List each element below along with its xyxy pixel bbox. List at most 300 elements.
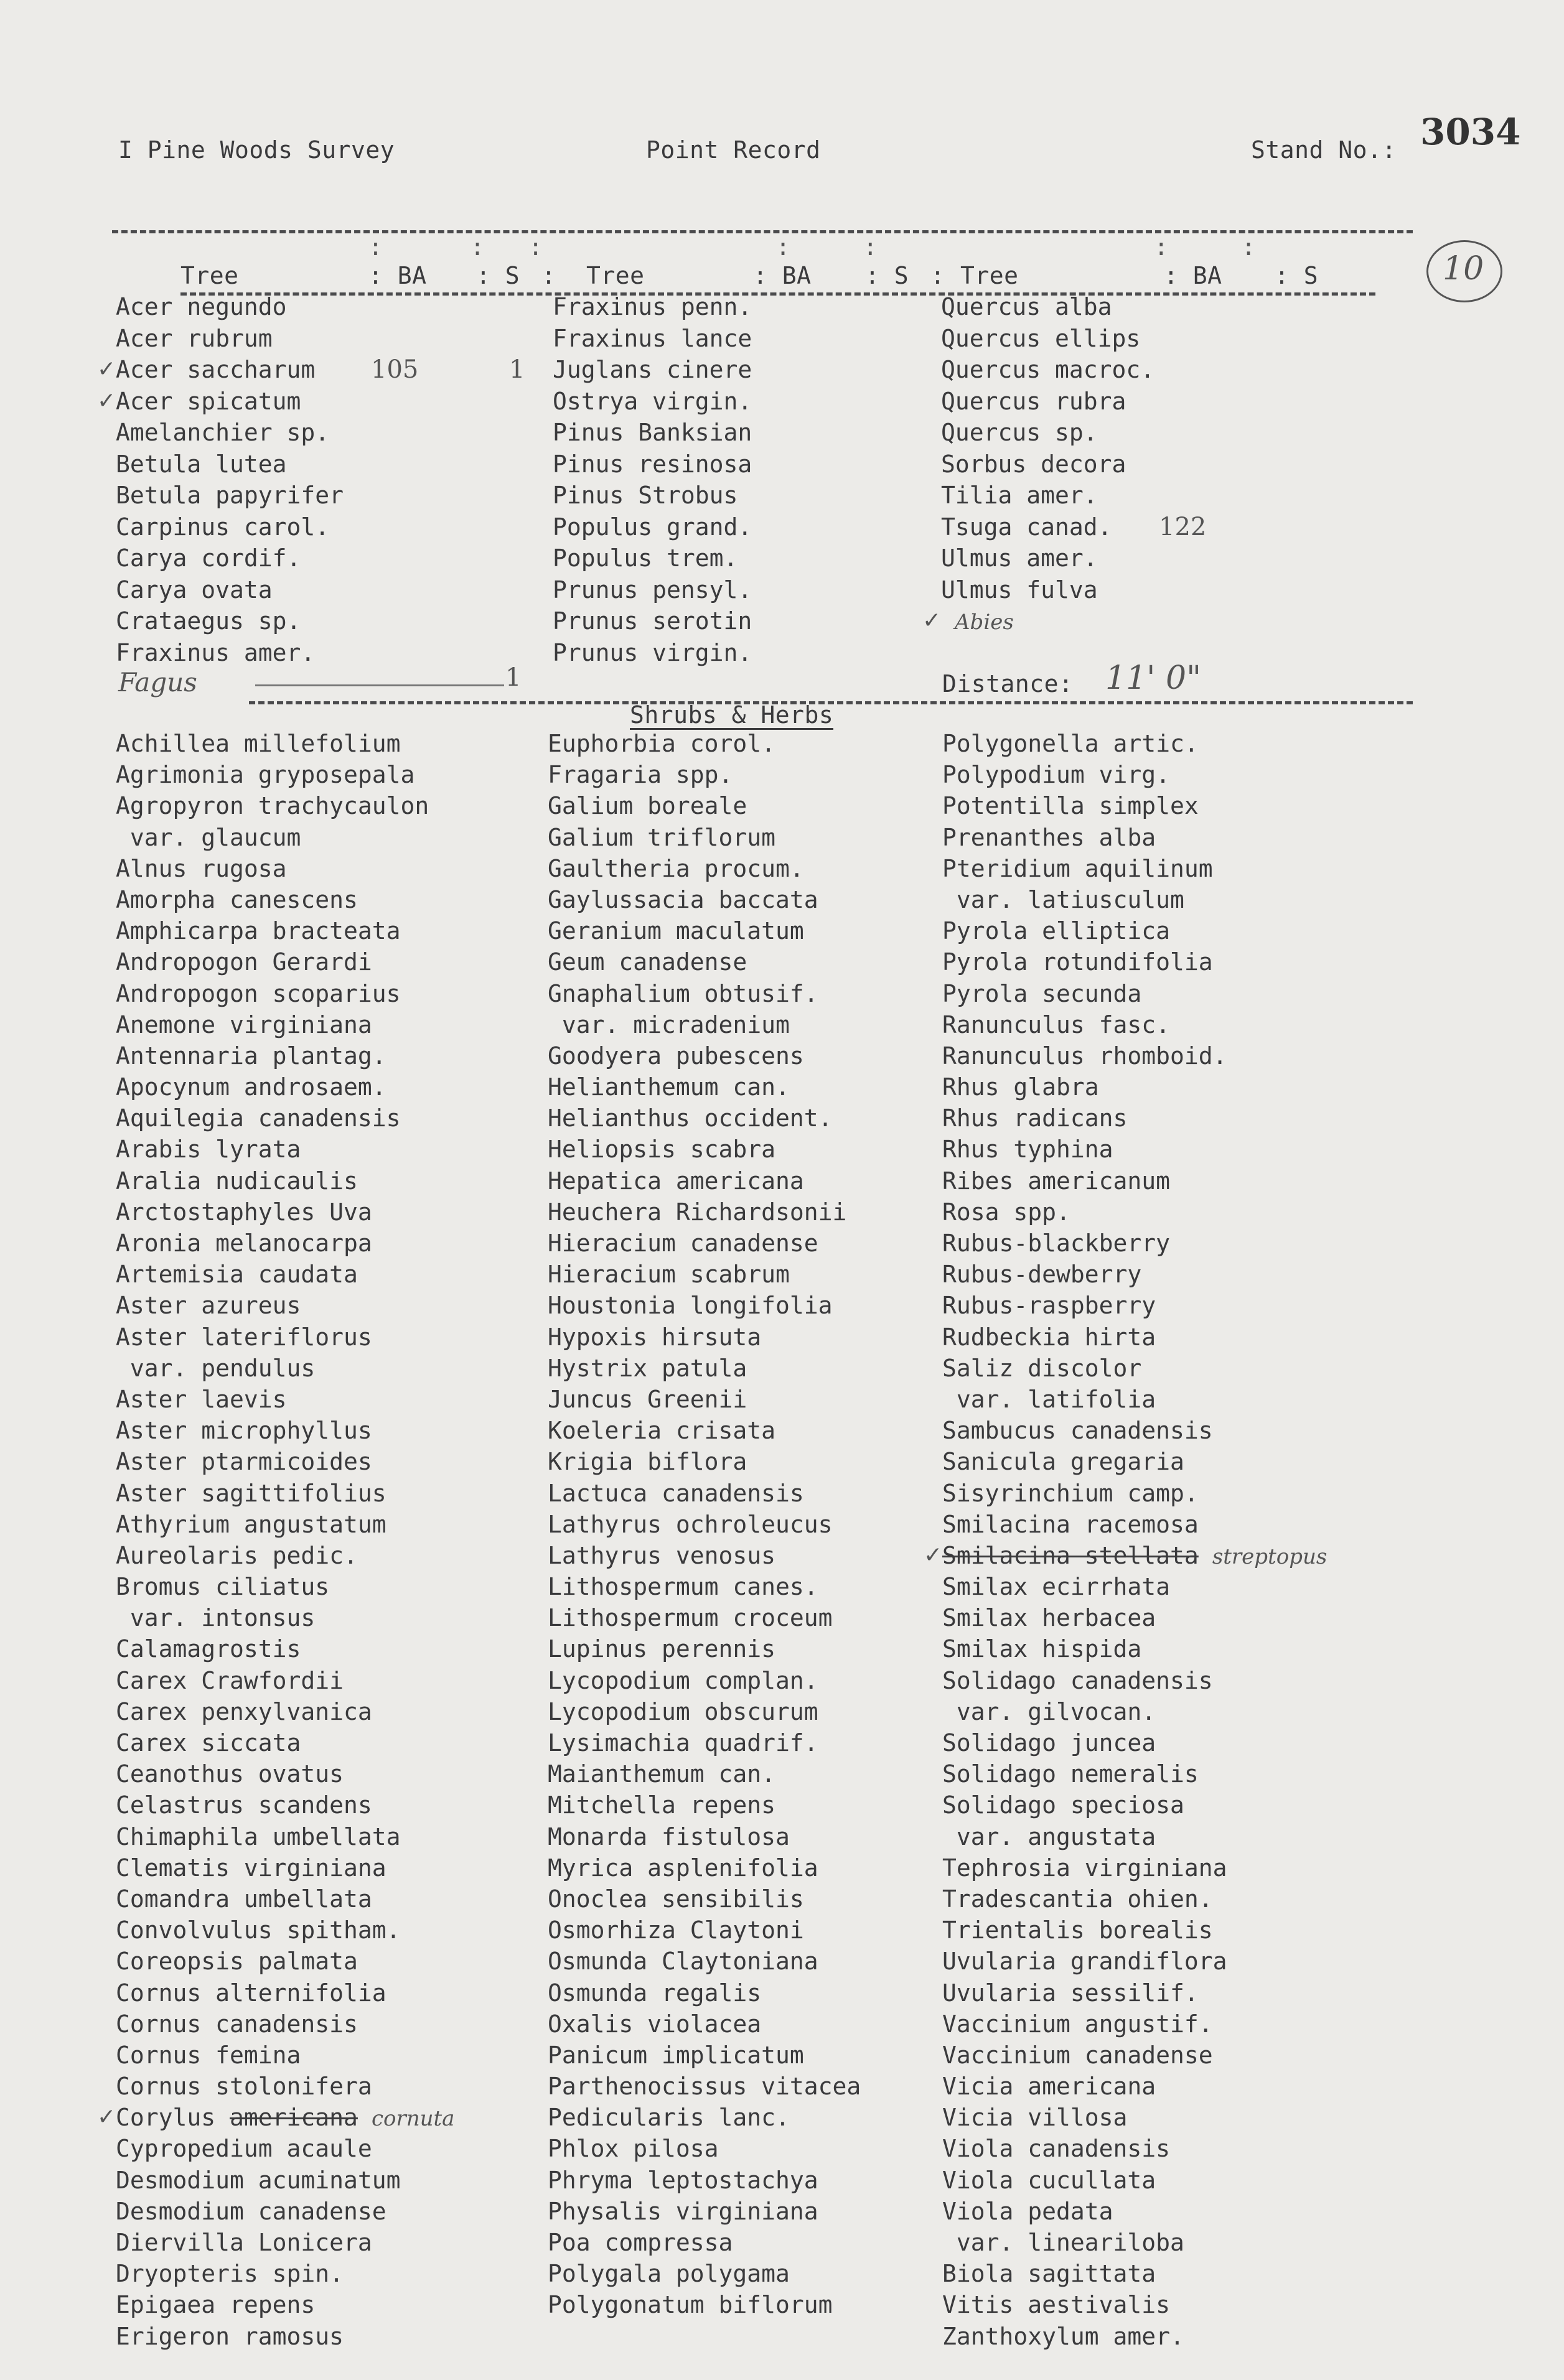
- shrub-row: [116, 1478, 454, 1509]
- species-name: Aralia nudicaulis: [116, 1167, 358, 1195]
- species-name: Desmodium acuminatum: [116, 2166, 401, 2194]
- species-name: Quercus alba: [941, 293, 1112, 320]
- species-name: Antennaria plantag.: [116, 1042, 386, 1070]
- tree-row: [553, 605, 752, 637]
- species-name: Heliopsis scabra: [548, 1136, 776, 1164]
- tree-column-1: [97, 291, 525, 668]
- shrub-row: [942, 1821, 1327, 1852]
- shrub-row: [548, 1915, 861, 1946]
- shrub-row: [548, 1446, 861, 1477]
- tree-row: [116, 480, 344, 511]
- shrub-row: [548, 1571, 861, 1602]
- species-name: Carya cordif.: [116, 544, 301, 572]
- shrub-row: [942, 1790, 1327, 1821]
- species-name: var. gilvocan.: [942, 1697, 1156, 1725]
- species-name: Quercus ellips: [941, 324, 1141, 352]
- species-name: Aquilegia canadensis: [116, 1104, 401, 1132]
- species-name: Acer rubrum: [116, 324, 273, 352]
- species-name: Hystrix patula: [548, 1354, 747, 1382]
- species-name: Myrica asplenifolia: [548, 1854, 818, 1882]
- species-name: Acer saccharum: [116, 356, 316, 383]
- tree-row: [553, 574, 752, 606]
- species-name: Andropogon Gerardi: [116, 948, 372, 976]
- shrub-row: [548, 1977, 861, 2009]
- tree-row: [116, 543, 344, 574]
- species-name: Fraxinus amer.: [116, 638, 316, 666]
- species-name: Convolvulus spitham.: [116, 1916, 401, 1944]
- species-name: Osmorhiza Claytoni: [548, 1916, 804, 1944]
- species-name: Lithospermum canes.: [548, 1573, 818, 1601]
- shrub-row: [548, 1540, 861, 1571]
- species-name: Lycopodium obscurum: [548, 1697, 818, 1725]
- shrub-row: [548, 1384, 861, 1415]
- tree-row: [97, 354, 525, 386]
- shrub-row: [548, 2102, 861, 2133]
- shrub-row: [116, 978, 454, 1009]
- shrub-row: [942, 2289, 1327, 2320]
- shrub-row: [942, 790, 1327, 821]
- species-name: Desmodium canadense: [116, 2197, 386, 2225]
- shrub-row: [116, 2009, 454, 2040]
- shrub-row: [548, 1883, 861, 1915]
- check-mark-icon: ✓: [924, 1542, 943, 1568]
- ba-value: 105: [371, 355, 419, 384]
- species-name: Sisyrinchium camp.: [942, 1479, 1199, 1507]
- stand-number: 3034: [1420, 111, 1521, 153]
- col-header-s-1: : S: [476, 262, 520, 289]
- shrub-row: [116, 1009, 454, 1040]
- shrub-row: [116, 1103, 454, 1134]
- shrub-row: [942, 1197, 1327, 1228]
- species-name: Monarda fistulosa: [548, 1822, 790, 1850]
- shrub-row: [942, 1478, 1327, 1509]
- col-header-tree-3: Tree: [960, 262, 1019, 289]
- tree-row: [553, 449, 752, 480]
- species-name: Bromus ciliatus: [116, 1573, 330, 1601]
- species-name: Zanthoxylum amer.: [942, 2322, 1184, 2350]
- shrub-row: [942, 1696, 1327, 1727]
- shrub-row: [942, 2071, 1327, 2102]
- survey-title: I Pine Woods Survey: [118, 136, 395, 164]
- species-name: Aster laevis: [116, 1385, 287, 1413]
- circled-plot-number-text: 10: [1443, 250, 1484, 287]
- tree-row: [553, 323, 752, 355]
- shrub-row: [942, 2258, 1327, 2289]
- species-name: Euphorbia corol.: [548, 730, 776, 757]
- species-name: Aster microphyllus: [116, 1417, 372, 1445]
- shrub-row: [116, 790, 454, 821]
- shrub-row: [116, 1633, 454, 1664]
- shrub-row: [942, 1915, 1327, 1946]
- shrub-row: [942, 978, 1327, 1009]
- species-name: Osmunda regalis: [548, 1979, 762, 2007]
- species-name: Hypoxis hirsuta: [548, 1323, 762, 1351]
- species-name: Tephrosia virginiana: [942, 1854, 1227, 1882]
- shrub-row: [116, 2196, 454, 2227]
- shrub-row: [548, 915, 861, 946]
- species-name: Phlox pilosa: [548, 2135, 719, 2163]
- col-header-ba-3: : BA: [1164, 262, 1222, 289]
- species-name: Hieracium canadense: [548, 1230, 818, 1257]
- shrub-row: [116, 1852, 454, 1883]
- shrub-row: [942, 1103, 1327, 1134]
- species-name: Pteridium aquilinum: [942, 854, 1213, 882]
- shrub-row: [116, 915, 454, 946]
- shrub-row: [116, 2133, 454, 2164]
- species-name: Hieracium scabrum: [548, 1261, 790, 1289]
- species-name: Arctostaphyles Uva: [116, 1198, 372, 1226]
- check-mark-icon: ✓: [97, 357, 116, 382]
- shrub-row: [116, 946, 454, 978]
- species-name: Calamagrostis: [116, 1635, 301, 1663]
- species-name: Pyrola secunda: [942, 979, 1142, 1007]
- species-name: Helianthus occident.: [548, 1104, 833, 1132]
- shrub-row: [116, 1946, 454, 1977]
- species-name: Geum canadense: [548, 948, 747, 976]
- shrub-row: [116, 1071, 454, 1103]
- species-name: Lathyrus ochroleucus: [548, 1510, 833, 1538]
- shrub-row: [548, 946, 861, 978]
- species-name: Quercus sp.: [941, 419, 1098, 446]
- species-name: Diervilla Lonicera: [116, 2229, 372, 2256]
- species-name: Lathyrus venosus: [548, 1541, 776, 1569]
- species-name: Rhus typhina: [942, 1136, 1113, 1164]
- shrub-row: [116, 1540, 454, 1571]
- tree-row: [553, 543, 752, 574]
- species-name: Ceanothus ovatus: [116, 1760, 344, 1788]
- shrub-row: [116, 2040, 454, 2071]
- shrub-row: [548, 2258, 861, 2289]
- species-name: Sambucus canadensis: [942, 1417, 1213, 1445]
- species-name: Acer negundo: [116, 293, 287, 320]
- species-name: Vicia americana: [942, 2073, 1156, 2101]
- species-name: Houstonia longifolia: [548, 1292, 833, 1320]
- col-header-sep-2: :: [930, 262, 945, 289]
- species-name: Lycopodium complan.: [548, 1666, 818, 1694]
- tree-row: [116, 291, 344, 323]
- species-name: Koeleria crisata: [548, 1417, 776, 1445]
- shrub-row: [942, 1758, 1327, 1790]
- species-name: Vitis aestivalis: [942, 2291, 1171, 2319]
- species-name: Trientalis borealis: [942, 1916, 1213, 1944]
- shrub-column-3: [924, 728, 1328, 2352]
- species-name: Pinus Banksian: [553, 419, 752, 446]
- shrub-row: [548, 1633, 861, 1664]
- species-name: Lithospermum croceum: [548, 1604, 833, 1632]
- species-name: Aster ptarmicoides: [116, 1448, 372, 1476]
- species-name: Populus trem.: [553, 544, 738, 572]
- shrub-row: [548, 1197, 861, 1228]
- shrub-row: [942, 1852, 1327, 1883]
- species-name: Arabis lyrata: [116, 1136, 301, 1164]
- shrub-row: [942, 2196, 1327, 2227]
- species-name: Rudbeckia hirta: [942, 1323, 1156, 1351]
- shrub-row: [942, 1571, 1327, 1602]
- species-name: Andropogon scoparius: [116, 979, 401, 1007]
- tree-row: [941, 291, 1154, 323]
- shrub-row: [548, 1758, 861, 1790]
- shrub-row: [116, 1165, 454, 1197]
- species-name: Anemone virginiana: [116, 1010, 372, 1038]
- species-name: Smilax hispida: [942, 1635, 1142, 1663]
- shrub-row: [548, 1415, 861, 1446]
- shrub-row: [116, 1883, 454, 1915]
- shrub-row: [942, 2227, 1327, 2258]
- shrub-row: [116, 1727, 454, 1758]
- shrub-row: [116, 1915, 454, 1946]
- tree-column-2: [553, 291, 752, 668]
- shrub-row: [116, 2071, 454, 2102]
- species-name: Phryma leptostachya: [548, 2166, 818, 2194]
- shrub-row: [116, 1509, 454, 1540]
- shrub-row: [116, 853, 454, 884]
- col-header-ba-1: : BA: [368, 262, 427, 289]
- species-name: Cornus stolonifera: [116, 2073, 372, 2101]
- shrub-row: [97, 2102, 455, 2133]
- shrub-row: [116, 1571, 454, 1602]
- shrub-row: [548, 1322, 861, 1353]
- tree-row: [553, 511, 752, 543]
- shrub-row: [548, 1353, 861, 1384]
- shrub-row: [548, 2227, 861, 2258]
- tree-row: [116, 417, 344, 449]
- handwritten-note: cornuta: [371, 2106, 455, 2132]
- tree-row: [553, 480, 752, 511]
- shrub-row: [942, 2133, 1327, 2164]
- shrub-row: [116, 2165, 454, 2196]
- species-name: Clematis virginiana: [116, 1854, 386, 1882]
- species-name: Carya ovata: [116, 576, 273, 604]
- shrub-row: [548, 1696, 861, 1727]
- species-name: Gaylussacia baccata: [548, 885, 818, 913]
- shrub-row: [942, 1228, 1327, 1259]
- shrub-row: [116, 1322, 454, 1353]
- shrub-row: [942, 1134, 1327, 1165]
- header-rule-bottom: [180, 292, 1375, 296]
- shrub-row: [548, 2289, 861, 2320]
- species-name: Amphicarpa bracteata: [116, 917, 401, 945]
- shrub-row: [548, 853, 861, 884]
- species-name: Vicia villosa: [942, 2104, 1128, 2132]
- shrub-row: [116, 1758, 454, 1790]
- species-name: Helianthemum can.: [548, 1073, 790, 1101]
- shrub-row: [548, 2196, 861, 2227]
- species-name: Galium triflorum: [548, 823, 776, 851]
- shrub-row: [548, 1259, 861, 1290]
- handwritten-note: streptopus: [1212, 1544, 1328, 1569]
- shrub-row: [924, 1540, 1328, 1571]
- struck-species-name: Smilacina stellata: [942, 1541, 1199, 1569]
- species-name: Tilia amer.: [941, 482, 1098, 509]
- shrub-row: [548, 1165, 861, 1197]
- species-name: Ribes americanum: [942, 1167, 1171, 1195]
- shrub-row: [548, 1290, 861, 1321]
- species-name: Goodyera pubescens: [548, 1042, 804, 1070]
- tree-row: [941, 543, 1154, 574]
- species-name: var. micradenium: [548, 1010, 790, 1038]
- shrub-row: [942, 1259, 1327, 1290]
- species-name: Solidago nemeralis: [942, 1760, 1199, 1788]
- species-name: Juglans cinere: [553, 356, 752, 383]
- shrub-row: [548, 822, 861, 853]
- shrub-row: [116, 1290, 454, 1321]
- shrub-row: [942, 1727, 1327, 1758]
- species-name: Smilax ecirrhata: [942, 1573, 1171, 1601]
- shrub-row: [116, 1977, 454, 2009]
- species-name: Oxalis violacea: [548, 2010, 762, 2038]
- species-name: Maianthemum can.: [548, 1760, 776, 1788]
- shrub-row: [942, 2165, 1327, 2196]
- species-name: Lupinus perennis: [548, 1635, 776, 1663]
- species-name: Poa compressa: [548, 2229, 733, 2256]
- shrub-row: [548, 978, 861, 1009]
- species-name: Pyrola rotundifolia: [942, 948, 1213, 976]
- shrub-row: [548, 1071, 861, 1103]
- species-name: Smilax herbacea: [942, 1604, 1156, 1632]
- species-name: var. pendulus: [116, 1354, 316, 1382]
- shrub-row: [942, 1977, 1327, 2009]
- species-name: Pinus Strobus: [553, 482, 738, 509]
- shrub-row: [548, 1009, 861, 1040]
- species-name: Sanicula gregaria: [942, 1448, 1184, 1476]
- species-name: var. latifolia: [942, 1385, 1156, 1413]
- species-name: Juncus Greenii: [548, 1385, 747, 1413]
- shrub-row: [548, 1852, 861, 1883]
- species-name: Achillea millefolium: [116, 730, 401, 757]
- tree-row: [116, 574, 344, 606]
- record-type: Point Record: [646, 136, 821, 164]
- shrub-row: [942, 853, 1327, 884]
- species-name: Rosa spp.: [942, 1198, 1070, 1226]
- species-name: Parthenocissus vitacea: [548, 2073, 861, 2101]
- species-name: var. glaucum: [116, 823, 301, 851]
- species-name: Rubus-raspberry: [942, 1292, 1156, 1320]
- species-name: var. angustata: [942, 1822, 1156, 1850]
- species-name: Erigeron ramosus: [116, 2322, 344, 2350]
- shrub-row: [942, 1353, 1327, 1384]
- species-name: Tradescantia ohien.: [942, 1885, 1213, 1913]
- check-mark-icon: ✓: [922, 608, 942, 633]
- species-name: Panicum implicatum: [548, 2041, 804, 2069]
- shrub-row: [942, 2009, 1327, 2040]
- species-name: Fraxinus penn.: [553, 293, 752, 320]
- species-name: Carex Crawfordii: [116, 1666, 344, 1694]
- shrub-row: [116, 2227, 454, 2258]
- species-name: Smilacina racemosa: [942, 1510, 1199, 1538]
- species-name: Vaccinium canadense: [942, 2041, 1213, 2069]
- tree-row: [941, 417, 1154, 449]
- col-header-s-2: : S: [865, 262, 909, 289]
- shrub-row: [116, 1228, 454, 1259]
- shrub-row: [116, 2321, 454, 2352]
- struck-species-name: americana: [230, 2104, 358, 2132]
- shrub-row: [548, 1103, 861, 1134]
- shrub-row: [548, 1821, 861, 1852]
- species-name: Lysimachia quadrif.: [548, 1729, 818, 1757]
- shrub-row: [116, 1040, 454, 1071]
- species-name: Lactuca canadensis: [548, 1479, 804, 1507]
- tree-row: [941, 449, 1154, 480]
- col-header-tree-2: Tree: [586, 262, 645, 289]
- shrub-row: [548, 2040, 861, 2071]
- shrub-row: [942, 1071, 1327, 1103]
- species-name: Amelanchier sp.: [116, 419, 330, 446]
- shrub-row: [116, 1259, 454, 1290]
- species-name: Sorbus decora: [941, 450, 1126, 478]
- shrub-row: [942, 1290, 1327, 1321]
- species-name: Carpinus carol.: [116, 513, 330, 541]
- species-name: Biola sagittata: [942, 2260, 1156, 2288]
- shrub-row: [942, 1446, 1327, 1477]
- tree-row: [941, 511, 1207, 543]
- species-name: Solidago juncea: [942, 1729, 1156, 1757]
- tree-row: [941, 480, 1154, 511]
- species-name: Ulmus fulva: [941, 576, 1098, 604]
- species-name: Geranium maculatum: [548, 917, 804, 945]
- species-name: Amorpha canescens: [116, 885, 358, 913]
- species-name: var. lineariloba: [942, 2229, 1184, 2256]
- col-header-s-3: : S: [1275, 262, 1319, 289]
- shrub-row: [942, 1040, 1327, 1071]
- shrub-row: [116, 822, 454, 853]
- species-name: Celastrus scandens: [116, 1791, 372, 1819]
- species-name: Ranunculus fasc.: [942, 1010, 1171, 1038]
- col-header-sep-1: :: [541, 262, 556, 289]
- shrub-row: [116, 2258, 454, 2289]
- species-name: Polygonatum biflorum: [548, 2291, 833, 2319]
- tree-row: [97, 386, 344, 418]
- shrub-row: [548, 1478, 861, 1509]
- shrubs-title: Shrubs & Herbs: [630, 701, 834, 729]
- species-name: Cypropedium acaule: [116, 2135, 372, 2163]
- species-name: Dryopteris spin.: [116, 2260, 344, 2288]
- shrub-row: [942, 1665, 1327, 1696]
- tree-row: [553, 291, 752, 323]
- species-name: Prunus pensyl.: [553, 576, 752, 604]
- species-name: Rubus-dewberry: [942, 1261, 1142, 1289]
- shrub-row: [548, 759, 861, 790]
- species-name: Betula lutea: [116, 450, 287, 478]
- species-name: Betula papyrifer: [116, 482, 344, 509]
- species-name: Carex penxylvanica: [116, 1697, 372, 1725]
- shrub-row: [116, 1353, 454, 1384]
- species-name: Rhus radicans: [942, 1104, 1128, 1132]
- species-name: Mitchella repens: [548, 1791, 776, 1819]
- species-name: Viola cucullata: [942, 2166, 1156, 2194]
- species-name: Ostrya virgin.: [553, 387, 752, 415]
- species-name: Pedicularis lanc.: [548, 2104, 790, 2132]
- tree-row: [553, 417, 752, 449]
- species-name: Rubus-blackberry: [942, 1230, 1171, 1257]
- species-name: Viola pedata: [942, 2197, 1113, 2225]
- species-name: Aronia melanocarpa: [116, 1230, 372, 1257]
- species-name: Ranunculus rhomboid.: [942, 1042, 1227, 1070]
- shrub-row: [942, 759, 1327, 790]
- shrub-row: [548, 1665, 861, 1696]
- species-name: Quercus macroc.: [941, 356, 1155, 383]
- species-name: Vaccinium angustif.: [942, 2010, 1213, 2038]
- check-mark-icon: ✓: [97, 2104, 116, 2130]
- tree-row: [116, 637, 344, 669]
- tree-row: [941, 323, 1154, 355]
- tree-row: [941, 574, 1154, 606]
- species-name: Aster sagittifolius: [116, 1479, 386, 1507]
- tree-row: [553, 637, 752, 669]
- shrub-row: [548, 1509, 861, 1540]
- species-name: var. intonsus: [116, 1604, 316, 1632]
- species-name: Viola canadensis: [942, 2135, 1171, 2163]
- shrub-row: [942, 822, 1327, 853]
